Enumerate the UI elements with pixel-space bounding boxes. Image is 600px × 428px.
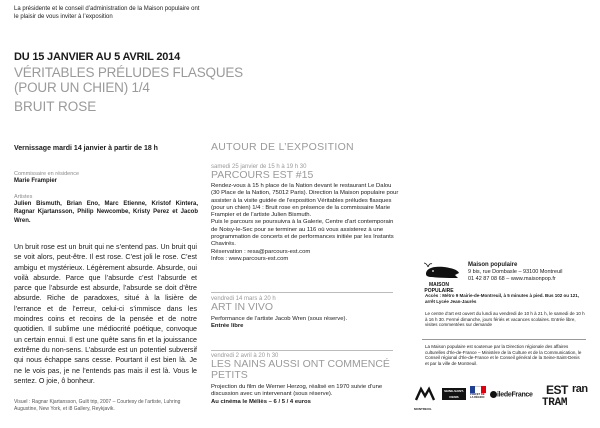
tram-logo: TRAM bbox=[542, 397, 568, 409]
divider bbox=[211, 292, 393, 293]
event-title: LES NAINS AUSSI ONT COMMENCÉ PETITS bbox=[211, 358, 390, 381]
event-reservation[interactable]: Réservation : resa@parcours-est.com bbox=[211, 248, 311, 255]
maison-contact bbox=[468, 262, 562, 282]
visuel-credit: Visuel : Ragnar Kjartansson, Guilt trip, 2007 – Courtesy de l’artiste, Luhring Augustine, New York, et i8 Gallery, Reykjavik. bbox=[14, 399, 181, 412]
commissaire-label: Commissaire en résidence bbox=[14, 171, 80, 177]
event-body: Puis le parcours se poursuivra à la Galerie, Centre d’art contemporain de Noisy-le-Sec pour se terminer au 116 où vous assisterez à une programmation de concerts et de performances initiée par les Instants Chavirés. bbox=[211, 219, 394, 248]
montreuil-logo: MONTREUIL bbox=[414, 386, 436, 408]
event-infos[interactable]: Infos : www.parcours-est.com bbox=[211, 255, 289, 262]
event-body: Rendez-vous à 15 h place de la Nation devant le restaurant Le Dalou (30 Place de la Nation, 75012 Paris). Direction la Maison populaire pour assister à la visite guidée de l’exposition Véritables préludes flasques (pour un chien) 1/4 : Bruit rose en présence de la commissaire Marie Frampier et de l’artiste Julien Bismuth. bbox=[211, 183, 399, 219]
maison-phone[interactable]: 01 42 87 08 68 – www.maisonpop.fr bbox=[468, 275, 556, 282]
event-1 bbox=[211, 164, 399, 263]
event-3 bbox=[211, 353, 401, 406]
commissaire-name: Marie Frampier bbox=[14, 178, 58, 184]
divider bbox=[211, 350, 393, 351]
ile-de-france-icon bbox=[490, 391, 497, 398]
invitation-intro: La présidente et le conseil d’administration de la Maison populaire ont le plaisir de vous inviter à l’exposition bbox=[14, 6, 200, 20]
autour-heading: AUTOUR DE L’EXPOSITION bbox=[211, 141, 354, 153]
maison-name: Maison populaire bbox=[468, 262, 518, 268]
maison-soutien: La Maison populaire est soutenue par la Direction régionale des affaires culturelles d’Ile-de-France – Ministère de la Culture et de la Communication, le Conseil régional d’Ile-de-France et le Conseil général de la Seine-Saint-Denis et par la ville de Montreuil. bbox=[425, 344, 582, 366]
event-entry: Entrée libre bbox=[211, 323, 244, 330]
ile-de-france-logo: iledeFrance bbox=[490, 391, 533, 398]
event-date: samedi 25 janvier de 15 h à 19 h 30 bbox=[211, 164, 307, 170]
event-body: Performance de l’artiste Jacob Wren (sous réserve). bbox=[211, 316, 348, 322]
partner-logos bbox=[414, 383, 596, 416]
montreuil-icon bbox=[414, 386, 436, 402]
event-2 bbox=[211, 296, 399, 331]
event-title: ART IN VIVO bbox=[211, 301, 274, 313]
title-line-1: VÉRITABLES PRÉLUDES FLASQUES bbox=[14, 65, 243, 80]
prefet-logo: PRÉFET DE LA RÉGION bbox=[470, 386, 486, 406]
maison-horaires: Le centre d’art est ouvert du lundi au vendredi de 10 h à 21 h, le samedi de 10 h à 16 h 30. Fermé dimanche, jours fériés et vacances scolaires. Entrée libre, visites commentées sur demande bbox=[425, 311, 585, 327]
maison-acces: Accès : Métro 9 Mairie-de-Montreuil, à 5 minutes à pied. Bus 102 ou 121, arrêt Lycée Jean-Jaurès bbox=[425, 293, 580, 304]
exhibition-dates: DU 15 JANVIER AU 5 AVRIL 2014 bbox=[14, 51, 180, 63]
logo-bottom: POPULAIRE bbox=[424, 288, 454, 294]
event-date: vendredi 2 avril à 20 h 30 bbox=[211, 353, 279, 359]
event-date: vendredi 14 mars à 20 h bbox=[211, 296, 276, 302]
exhibition-subtitle: BRUIT ROSE bbox=[14, 99, 97, 114]
divider bbox=[422, 339, 586, 340]
logo-top: MAISON bbox=[429, 282, 449, 288]
exhibition-title bbox=[14, 65, 243, 95]
exhibition-text: Un bruit rose est un bruit qui ne s’entend pas. Un bruit qui se voit alors, peut-être. Il est rose. C’est joli le rose. C’est ambigu et mystérieux. Légèrement absurde. Absurde, oui voilà absurde. Parce que l’absurde c’est l’absurde et parce que l’absurde est absurde, l’absurde se doit d’être absurde. Riche de paradoxes, situé à la lisière de l’errance et de l’erreur, celui-ci s’immisce dans les moindres coins et recoins de la pensée et de notre quotidien. Il sublime une médiocrité poétique, convoque un certain ennui. Il est une quête sans fin et la jouissance extrême du non-sens. L’absurde est un potentiel subversif qui nous échappe sans cesse. Pourtant il est bien là. Je ne le vois pas, je ne l’entends pas mais il est là. Vous le sentez. O joie, ô bonheur. bbox=[14, 243, 197, 385]
artistes-label: Artistes bbox=[14, 193, 33, 200]
est-logo: EST bbox=[546, 383, 568, 397]
ran-logo: ran bbox=[572, 383, 588, 395]
vernissage: Vernissage mardi 14 janvier à partir de 18 h bbox=[14, 145, 158, 152]
event-price: Au cinéma le Méliès – 6 / 5 / 4 euros bbox=[211, 398, 311, 405]
maison-address: 9 bis, rue Dombasle – 93100 Montreuil bbox=[468, 268, 563, 275]
event-title: PARCOURS EST #15 bbox=[211, 169, 314, 181]
seine-saint-denis-logo: SEINE-SAINT-DENIS bbox=[442, 388, 466, 400]
event-body: Projection du film de Werner Herzog, réalisé en 1970 suivie d’une discussion avec un intervenant (sous réserve). bbox=[211, 384, 383, 398]
artistes-names: Julien Bismuth, Brian Eno, Marc Etienne, Kristof Kintera, Ragnar Kjartansson, Philip Newcombe, Kristy Perez et Jacob Wren. bbox=[14, 200, 198, 224]
credits bbox=[14, 171, 198, 225]
title-line-2: (POUR UN CHIEN) 1/4 bbox=[14, 80, 150, 95]
